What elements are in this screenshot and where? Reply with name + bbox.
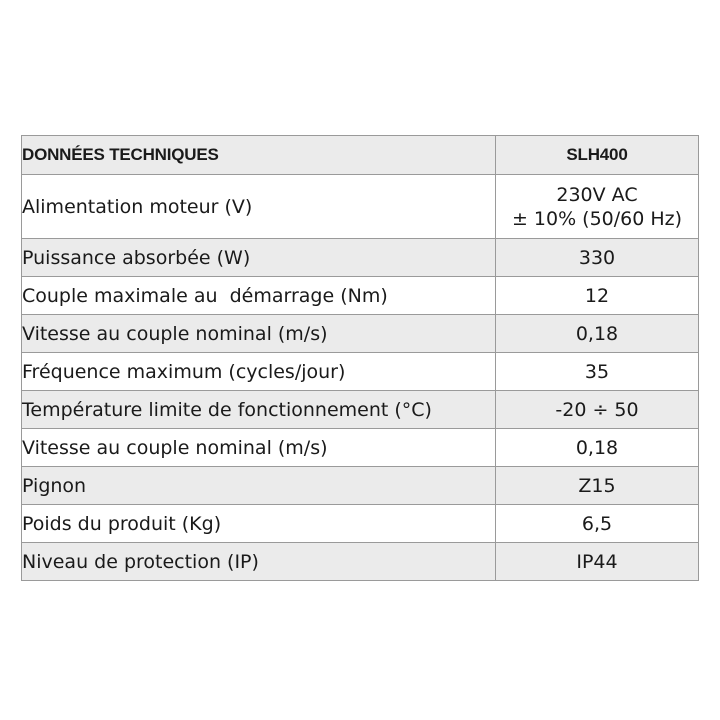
row-label: Fréquence maximum (cycles/jour) — [22, 353, 496, 391]
table-row — [22, 239, 699, 277]
header-label: DONNÉES TECHNIQUES — [22, 136, 496, 175]
row-value: IP44 — [496, 543, 699, 581]
row-label: Pignon — [22, 467, 496, 505]
row-label: Vitesse au couple nominal (m/s) — [22, 315, 496, 353]
row-value-line: ± 10% (50/60 Hz) — [511, 207, 683, 230]
header-model: SLH400 — [496, 136, 699, 175]
row-label: Couple maximale au démarrage (Nm) — [22, 277, 496, 315]
row-value: Z15 — [496, 467, 699, 505]
row-label: Vitesse au couple nominal (m/s) — [22, 429, 496, 467]
row-label: Poids du produit (Kg) — [22, 505, 496, 543]
table-row — [22, 543, 699, 581]
row-value: 0,18 — [496, 315, 699, 353]
row-value: 35 — [496, 353, 699, 391]
technical-data-table — [21, 135, 699, 581]
table-row — [22, 429, 699, 467]
row-label: Alimentation moteur (V) — [22, 175, 496, 239]
row-value: 0,18 — [496, 429, 699, 467]
table-row — [22, 315, 699, 353]
row-label: Puissance absorbée (W) — [22, 239, 496, 277]
row-value-line: 230V AC — [556, 183, 638, 206]
table-row — [22, 505, 699, 543]
row-value — [496, 175, 699, 239]
table-row — [22, 353, 699, 391]
row-label: Température limite de fonctionnement (°C) — [22, 391, 496, 429]
row-value: -20 ÷ 50 — [496, 391, 699, 429]
row-value: 6,5 — [496, 505, 699, 543]
table-row — [22, 467, 699, 505]
row-label: Niveau de protection (IP) — [22, 543, 496, 581]
table-row — [22, 391, 699, 429]
table-row — [22, 175, 699, 239]
row-value: 330 — [496, 239, 699, 277]
table-row — [22, 277, 699, 315]
table-header-row — [22, 136, 699, 175]
row-value: 12 — [496, 277, 699, 315]
